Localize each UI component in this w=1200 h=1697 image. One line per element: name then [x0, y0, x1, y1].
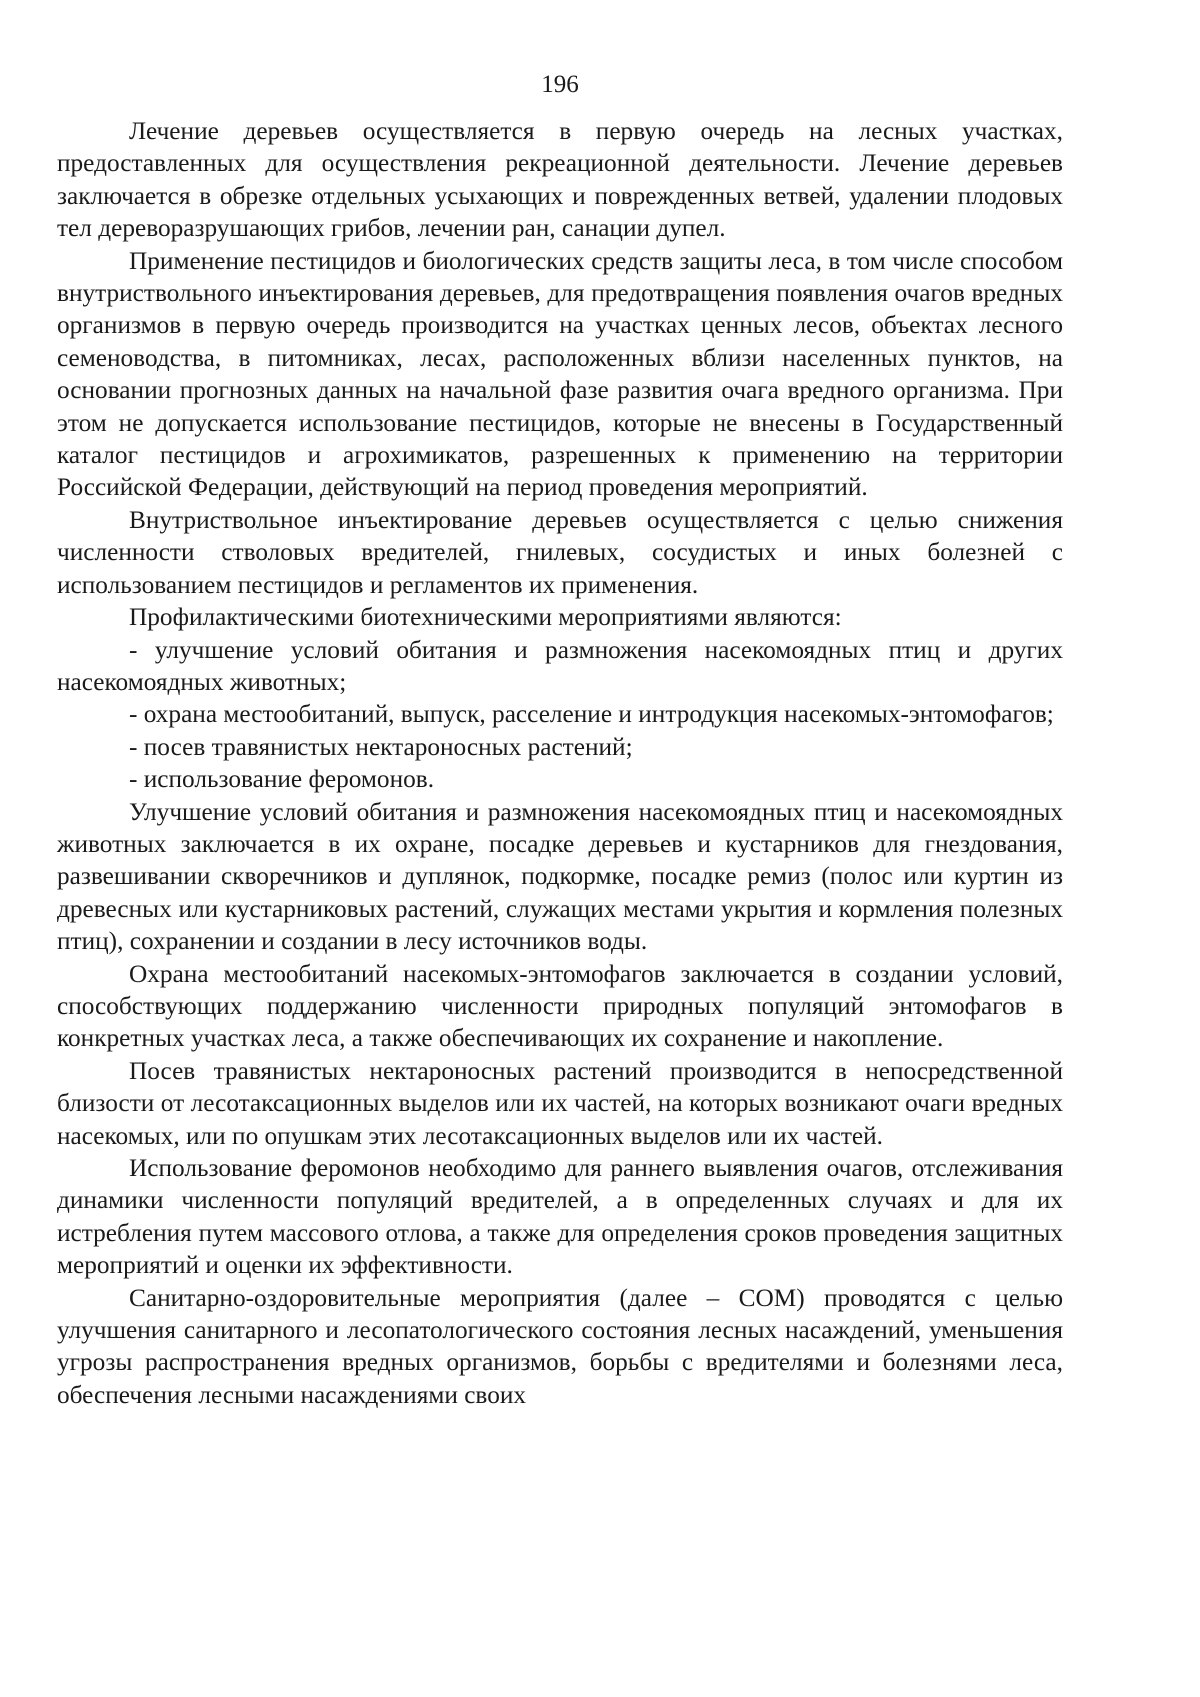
list-item-entomophages: - охрана местообитаний, выпуск, расселение и интродукция насекомых-энтомофагов; [129, 700, 1054, 729]
paragraph-entomophage-protection: Охрана местообитаний насекомых-энтомофагов заключается в создании условий, способствующих поддержанию численности природных популяций энтомофагов в конкретных участках леса, а также обеспечивающих их сохранение и накопление. [57, 959, 1063, 1053]
list-item-pheromones: - использование феромонов. [129, 765, 435, 794]
page-body [57, 115, 1063, 1411]
paragraph-bird-habitat-improvement: Улучшение условий обитания и размножения насекомоядных птиц и насекомоядных животных заключается в их охране, посадке деревьев и кустарников для гнездования, развешивании скворечников и дуплянок, подкормке, посадке ремиз (полос или куртин из древесных или кустарниковых растений, служащих местами укрытия и кормления полезных птиц), сохранении и создании в лесу источников воды. [57, 797, 1063, 956]
paragraph-pheromone-use: Использование феромонов необходимо для раннего выявления очагов, отслеживания динамики численности популяций вредителей, а в определенных случаях и для их истребления путем массового отлова, а также для определения сроков проведения защитных мероприятий и оценки их эффективности. [57, 1154, 1063, 1280]
paragraph-trunk-injection: Внутриствольное инъектирование деревьев осуществляется с целью снижения численности стволовых вредителей, гнилевых, сосудистых и иных болезней с использованием пестицидов и регламентов их применения. [57, 505, 1063, 599]
paragraph-sanitary-measures: Санитарно-оздоровительные мероприятия (далее – СОМ) проводятся с целью улучшения санитарного и лесопатологического состояния лесных насаждений, уменьшения угрозы распространения вредных организмов, борьбы с вредителями и болезнями леса, обеспечения лесными насаждениями своих [57, 1283, 1063, 1409]
list-item-bird-habitat: - улучшение условий обитания и размножения насекомоядных птиц и других насекомоядных животных; [57, 635, 1063, 696]
list-item-nectar-plants: - посев травянистых нектароносных растений; [129, 732, 633, 761]
page-number: 196 [541, 71, 579, 98]
paragraph-pesticide-application: Применение пестицидов и биологических средств защиты леса, в том числе способом внутриствольного инъектирования деревьев, для предотвращения появления очагов вредных организмов в первую очередь производится на участках ценных лесов, объектах лесного семеноводства, в питомниках, лесах, расположенных вблизи населенных пунктов, на основании прогнозных данных на начальной фазе развития очага вредного организма. При этом не допускается использование пестицидов, которые не внесены в Государственный каталог пестицидов и агрохимикатов, разрешенных к применению на территории Российской Федерации, действующий на период проведения мероприятий. [57, 246, 1063, 502]
paragraph-tree-treatment: Лечение деревьев осуществляется в первую очередь на лесных участках, предоставленных для осуществления рекреационной деятельности. Лечение деревьев заключается в обрезке отдельных усыхающих и поврежденных ветвей, удалении плодовых тел дереворазрушающих грибов, лечении ран, санации дупел. [57, 117, 1063, 243]
paragraph-biotech-measures-intro: Профилактическими биотехническими мероприятиями являются: [129, 603, 842, 632]
paragraph-nectar-plant-sowing: Посев травянистых нектароносных растений производится в непосредственной близости от лесотаксационных выделов или их частей, на которых возникают очаги вредных насекомых, или по опушкам этих лесотаксационных выделов или их частей. [57, 1056, 1063, 1150]
